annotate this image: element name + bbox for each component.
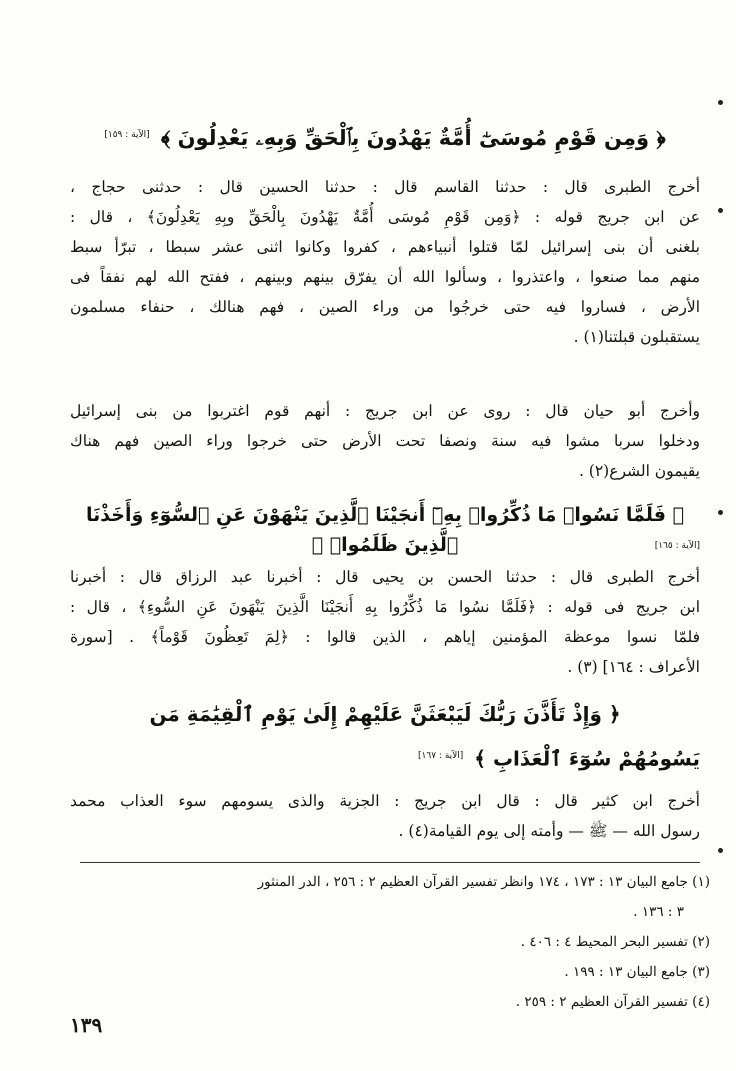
- text-line: بلغنى أن بنى إسرائيل لمّا قتلوا أنبياءهم ، كفروا وكانوا اثنى عشر سبطا ، تبرّأ سبط: [70, 238, 700, 256]
- text-line: عن ابن جريج قوله : ﴿وَمِن قَوْمِ مُوسَى أُمَّةٌ يَهْدُونَ بِالْحَقِّ وبِهِ يَعْدِلُونَ﴾ ، قال :: [70, 208, 700, 226]
- verse-reference: [الآية : ١٦٧]: [418, 751, 464, 761]
- verse-text: ﴿ فَلَمَّا نَسُوا۟ مَا ذُكِّرُوا۟ بِهِۦٓ أَنجَيْنَا ٱلَّذِينَ يَنْهَوْنَ عَنِ ٱلسُّوٓءِ وَأَخَذْنَا ٱلَّذِينَ ظَلَمُوا۟ ﴾: [86, 504, 684, 556]
- text-line: يقيمون الشرع(٢) .: [578, 462, 700, 480]
- verse-text: ﴿ وَمِن قَوْمِ مُوسَىٰٓ أُمَّةٌ يَهْدُونَ بِٱلْحَقِّ وَبِهِۦ يَعْدِلُونَ ﴾: [160, 126, 666, 150]
- margin-mark: [718, 510, 723, 515]
- margin-mark: [718, 848, 723, 853]
- verse-reference: [الآية : ١٦٥]: [654, 541, 700, 551]
- quran-verse-167-line2: [70, 738, 700, 774]
- text-line: رسول الله — ﷺ — وأمته إلى يوم القيامة(٤) .: [398, 822, 700, 840]
- quran-verse-159: [70, 118, 700, 152]
- footnote-4: (٤) تفسير القرآن العظيم ٢ : ٢٥٩ .: [515, 994, 710, 1010]
- text-line: يستقبلون قبلتنا(١) .: [573, 328, 700, 346]
- text-line: منهم مما صنعوا ، واعتذروا ، وسألوا الله أن يفرّق بينهم وبينهم ، ففتح الله لهم نفقاً فى: [70, 268, 700, 286]
- paragraph-tabari-2: [70, 562, 700, 682]
- verse-text: يَسُومُهُمْ سُوٓءَ ٱلْعَذَابِ ﴾: [474, 746, 700, 771]
- footnote-1-continued: ٣ : ١٣٦ .: [633, 904, 684, 920]
- paragraph-tabari-1: [70, 172, 700, 352]
- quran-verse-167-line1: ﴿ وَإِذْ تَأَذَّنَ رَبُّكَ لَيَبْعَثَنَّ عَلَيْهِمْ إِلَىٰ يَوْمِ ٱلْقِيَٰمَةِ مَن: [149, 702, 621, 726]
- paragraph-ibn-kathir: [70, 786, 700, 846]
- text-line: ابن جريج فى قوله : ﴿فَلَمَّا نسُوا مَا ذُكِّرُوا بِهِ أَنجَيْنَا الَّذِينَ يَنْهَونَ عَنِ السُّوءِ﴾ ، قال :: [70, 598, 700, 616]
- footnote-3: (٣) جامع البيان ١٣ : ١٩٩ .: [564, 964, 710, 980]
- footnote-1: (١) جامع البيان ١٣ : ١٧٣ ، ١٧٤ وانظر تفسير القرآن العظيم ٢ : ٢٥٦ ، الدر المنثور: [257, 874, 710, 890]
- text-line: فلمّا نسوا موعظة المؤمنين إياهم ، الذين قالوا : ﴿لِمَ تَعِظُونَ قَوْماً﴾ . [سورة: [70, 628, 700, 646]
- margin-mark: [718, 100, 723, 105]
- text-line: الأرض ، فساروا فيه حتى خرجُوا من وراء الصين ، فهم هنالك ، حنفاء مسلمون: [70, 298, 700, 316]
- footnote-separator: [80, 862, 700, 863]
- text-line: أخرج ابن كثير قال : قال ابن جريج : الجزية والذى يسومهم سوء العذاب محمد: [70, 792, 700, 810]
- verse-reference: [الآية : ١٥٩]: [104, 130, 150, 140]
- paragraph-abu-hayyan: [70, 396, 700, 486]
- page-number: ١٣٩: [70, 1013, 103, 1037]
- text-line: الأعراف : ١٦٤] (٣) .: [567, 658, 700, 676]
- text-line: ودخلوا سربا مشوا فيه سنة ونصفا تحت الأرض حتى خرجوا وراء الصين فهم هناك: [70, 432, 700, 450]
- text-line: أخرج الطبرى قال : حدثنا القاسم قال : حدثنا الحسين قال : حدثنى حجاج ،: [70, 178, 700, 196]
- margin-mark: [718, 208, 723, 213]
- text-line: أخرج الطبرى قال : حدثنا الحسن بن يحيى قال : أخبرنا عبد الرزاق قال : أخبرنا: [70, 568, 700, 586]
- text-line: وأخرج أبو حيان قال : روى عن ابن جريج : أنهم قوم اغتربوا من بنى إسرائيل: [70, 402, 700, 420]
- footnote-2: (٢) تفسير البحر المحيط ٤ : ٤٠٦ .: [520, 934, 710, 950]
